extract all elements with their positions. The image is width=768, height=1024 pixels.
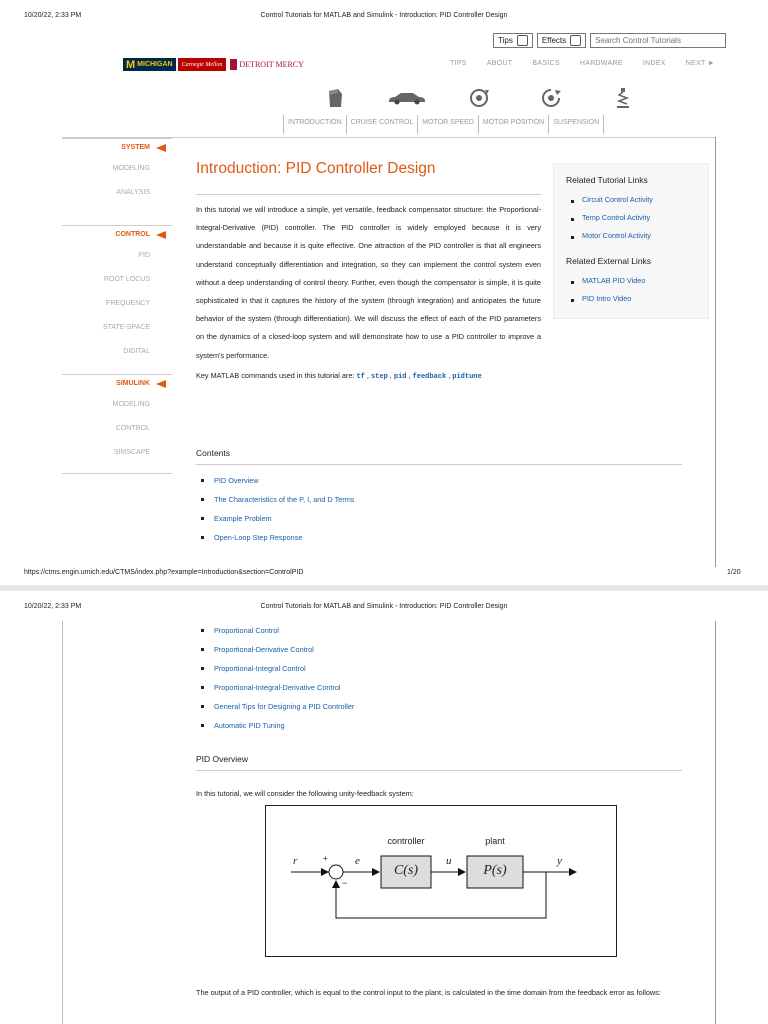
introduction-icon[interactable]: [305, 86, 365, 110]
contents-list: [196, 471, 682, 547]
nav-index[interactable]: INDEX: [642, 60, 666, 67]
external-link-pid-intro-video[interactable]: PID Intro Video: [566, 290, 696, 308]
related-external-list: [566, 272, 696, 308]
car-icon[interactable]: [377, 86, 437, 110]
pid-overview-rule: [196, 770, 682, 771]
related-link-circuit[interactable]: Circuit Control Activity: [566, 191, 696, 209]
minus-sign: −: [342, 878, 348, 888]
contents-link[interactable]: Example Problem: [196, 509, 682, 528]
plant-label: plant: [485, 836, 505, 846]
sidebar-item-digital[interactable]: DIGITAL: [123, 348, 150, 355]
cmd-pidtune[interactable]: pidtune: [452, 372, 482, 381]
motor-position-icon[interactable]: [521, 86, 581, 110]
cmd-tf[interactable]: tf: [356, 372, 365, 381]
controller-label: controller: [387, 836, 425, 846]
contents-link[interactable]: General Tips for Designing a PID Controller: [196, 697, 682, 716]
carnegie-mellon-logo[interactable]: Carnegie Mellon: [178, 58, 227, 71]
related-link-temp[interactable]: Temp Control Activity: [566, 209, 696, 227]
related-tutorial-list: [566, 191, 696, 245]
related-link-motor[interactable]: Motor Control Activity: [566, 227, 696, 245]
sidebar-section-simulink[interactable]: SIMULINK: [62, 374, 172, 393]
contents-list-continued: [196, 621, 682, 735]
controller-block-label: C(s): [393, 863, 419, 878]
top-nav: [450, 60, 735, 67]
cmd-feedback[interactable]: feedback: [412, 372, 447, 381]
effects-toggle[interactable]: [537, 33, 586, 48]
nav-hardware[interactable]: HARDWARE: [579, 60, 623, 67]
cmd-step[interactable]: step: [370, 372, 388, 381]
sidebar-section-control[interactable]: CONTROL: [62, 225, 172, 244]
pid-output-text: The output of a PID controller, which is equal to the control input to the plant, is calculated in the time domain from the feedback error as follows:: [196, 988, 661, 997]
sidebar: [62, 138, 172, 474]
tips-toggle[interactable]: [493, 33, 533, 48]
sidebar-item-pid[interactable]: PID: [138, 252, 150, 259]
signal-y-label: y: [557, 855, 562, 867]
sidebar-item-simulink-modeling[interactable]: MODELING: [112, 401, 150, 408]
contents-link[interactable]: PID Overview: [196, 471, 682, 490]
contents-link[interactable]: The Characteristics of the P, I, and D Terms: [196, 490, 682, 509]
print-datetime: 10/20/22, 2:33 PM: [24, 12, 82, 19]
print-doc-title: Control Tutorials for MATLAB and Simulink - Introduction: PID Controller Design: [260, 603, 508, 610]
block-diagram-svg: [266, 806, 616, 956]
section-arrow-icon: [156, 144, 166, 152]
contents-link[interactable]: Proportional Control: [196, 621, 682, 640]
tab-cruise-control[interactable]: CRUISE CONTROL: [346, 115, 419, 134]
sidebar-item-modeling[interactable]: MODELING: [112, 165, 150, 172]
print-url: https://ctms.engin.umich.edu/CTMS/index.php?example=Introduction&section=ControlPID: [24, 569, 304, 576]
nav-tips[interactable]: TIPS: [450, 60, 467, 67]
top-controls: [493, 33, 726, 48]
category-icons: [305, 86, 665, 110]
sidebar-section-system[interactable]: SYSTEM: [62, 138, 172, 157]
suspension-icon[interactable]: [593, 86, 653, 110]
print-page-2: [0, 591, 768, 1024]
signal-u-label: u: [446, 855, 452, 867]
contents-link[interactable]: Proportional-Derivative Control: [196, 640, 682, 659]
nav-about[interactable]: ABOUT: [486, 60, 513, 67]
contents-link[interactable]: Automatic PID Tuning: [196, 716, 682, 735]
tab-introduction[interactable]: INTRODUCTION: [283, 115, 347, 134]
print-page-number: 1/20: [727, 569, 741, 576]
contents-link[interactable]: Proportional-Integral-Derivative Control: [196, 678, 682, 697]
related-external-heading: Related External Links: [566, 256, 652, 266]
section-arrow-icon: [156, 231, 166, 239]
plant-block-label: P(s): [483, 863, 507, 878]
related-links-box: [553, 163, 709, 319]
contents-section: [196, 448, 682, 547]
key-commands: Key MATLAB commands used in this tutorial are: tf , step , pid , feedback , pidtune: [196, 370, 482, 381]
sidebar-item-frequency[interactable]: FREQUENCY: [106, 300, 150, 307]
intro-paragraph: In this tutorial we will introduce a simple, yet versatile, feedback compensator structure: the Proportional-Integral-Derivative (PID) controller. The PID controller is widely employed because it is very understandable and because it is quite effective. One attraction of the PID controller is that all engineers understand conceptually differentiation and integration, so they can implement the control system even without a deep understanding of control theory. Further, even though the compensator is simple, it is quite sophisticated in that it captures the history of the system (through integration) and anticipates the future behavior of the system (through differentiation). We will discuss the effect of each of the PID parameters on the dynamics of a closed-loop system and will demonstrate how to use a PID controller to improve a system's performance.: [196, 205, 541, 360]
search-input[interactable]: [590, 33, 726, 48]
tips-checkbox[interactable]: [517, 35, 528, 46]
effects-label: Effects: [541, 36, 567, 45]
motor-speed-icon[interactable]: [449, 86, 509, 110]
category-tabs: [283, 115, 603, 134]
michigan-logo[interactable]: M MICHIGAN: [123, 58, 176, 71]
sidebar-item-state-space[interactable]: STATE-SPACE: [102, 324, 150, 331]
pid-overview-heading: PID Overview: [196, 754, 248, 764]
cmd-pid[interactable]: pid: [393, 372, 407, 381]
sidebar-item-simulink-control[interactable]: CONTROL: [115, 425, 150, 432]
print-datetime: 10/20/22, 2:33 PM: [24, 603, 82, 610]
signal-e-label: e: [355, 855, 360, 867]
page-right-border: [715, 137, 716, 567]
tab-suspension[interactable]: SUSPENSION: [548, 115, 604, 134]
page-left-border: [62, 621, 63, 1024]
page-title: Introduction: PID Controller Design: [196, 160, 436, 177]
sidebar-item-root-locus[interactable]: ROOT LOCUS: [103, 276, 150, 283]
effects-checkbox[interactable]: [570, 35, 581, 46]
tab-motor-position[interactable]: MOTOR POSITION: [478, 115, 549, 134]
signal-r-label: r: [293, 855, 298, 867]
contents-link[interactable]: Open-Loop Step Response: [196, 528, 682, 547]
external-link-matlab-pid-video[interactable]: MATLAB PID Video: [566, 272, 696, 290]
pid-overview-text: In this tutorial, we will consider the following unity-feedback system:: [196, 789, 414, 798]
university-logos: [123, 58, 304, 71]
summing-junction: [329, 865, 343, 879]
sidebar-item-analysis[interactable]: ANALYSIS: [116, 189, 150, 196]
plus-sign: +: [323, 854, 328, 863]
tips-label: Tips: [498, 36, 513, 45]
contents-rule: [196, 464, 682, 465]
title-rule: [196, 194, 541, 195]
nav-next[interactable]: NEXT ►: [685, 60, 715, 67]
section-arrow-icon: [156, 380, 166, 388]
contents-link[interactable]: Proportional-Integral Control: [196, 659, 682, 678]
tab-motor-speed[interactable]: MOTOR SPEED: [417, 115, 479, 134]
print-doc-title: Control Tutorials for MATLAB and Simulink - Introduction: PID Controller Design: [260, 12, 508, 19]
sidebar-item-simscape[interactable]: SIMSCAPE: [113, 449, 150, 456]
detroit-mercy-logo[interactable]: DETROIT MERCY: [230, 59, 304, 70]
nav-basics[interactable]: BASICS: [532, 60, 560, 67]
page-right-border: [715, 621, 716, 1024]
contents-heading: Contents: [196, 448, 231, 458]
main-content: [196, 160, 541, 381]
pid-overview-section: [196, 754, 682, 777]
feedback-block-diagram: [265, 805, 617, 957]
key-commands-label: Key MATLAB commands used in this tutorial are:: [196, 370, 355, 380]
related-tutorial-heading: Related Tutorial Links: [566, 175, 648, 185]
